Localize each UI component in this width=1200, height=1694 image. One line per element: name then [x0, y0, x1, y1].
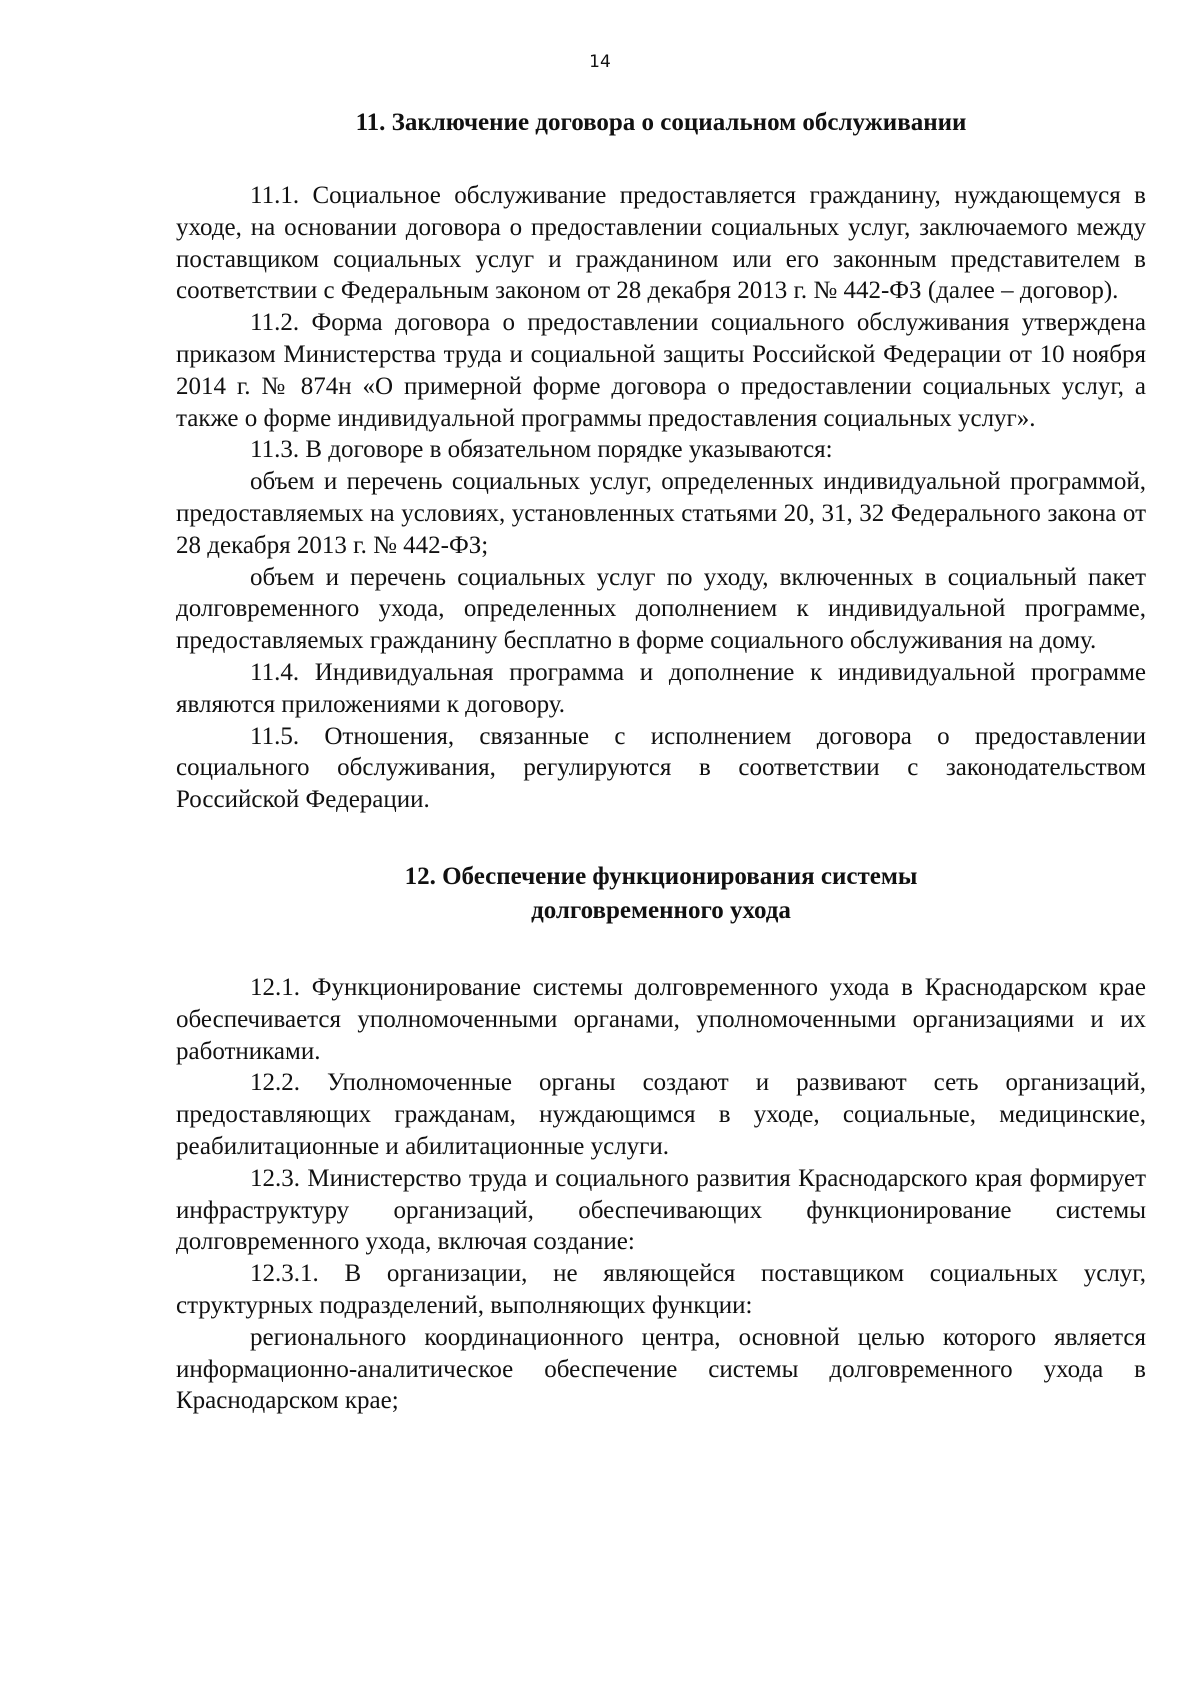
- paragraph-12-3: 12.3. Министерство труда и социального развития Краснодарского края формирует инфраструктуру организаций, обеспечивающих функционирование системы долговременного ухода, включая создание:: [176, 1164, 1146, 1256]
- paragraph-11-1: 11.1. Социальное обслуживание предоставляется гражданину, нуждающемуся в уходе, на основании договора о предоставлении социальных услуг, заключаемого между поставщиком социальных услуг и гражданином или его законным представителем в соответствии с Федеральным законом от 28 декабря 2013 г. № 442-ФЗ (далее – договор).: [176, 182, 1146, 305]
- paragraph-11-3: 11.3. В договоре в обязательном порядке указываются:: [250, 436, 833, 464]
- paragraph-12-1: 12.1. Функционирование системы долговременного ухода в Краснодарском крае обеспечивается уполномоченными органами, уполномоченными организациями и их работниками.: [176, 973, 1146, 1065]
- paragraph-12-3-1-item-1: регионального координационного центра, основной целью которого является информационно-аналитическое обеспечение системы долговременного ухода в Краснодарском крае;: [176, 1323, 1146, 1415]
- section-12-heading-line-2: долговременного ухода: [531, 896, 791, 924]
- page-number: 14: [589, 52, 611, 72]
- document-body: [176, 106, 1146, 1417]
- paragraph-11-4: 11.4. Индивидуальная программа и дополнение к индивидуальной программе являются приложениями к договору.: [176, 658, 1146, 718]
- section-12-heading: [176, 860, 1146, 928]
- paragraph-11-3-item-2: объем и перечень социальных услуг по уходу, включенных в социальный пакет долговременного ухода, определенных дополнением к индивидуальной программе, предоставляемых гражданину бесплатно в форме социального обслуживания на дому.: [176, 563, 1146, 655]
- paragraph-12-2: 12.2. Уполномоченные органы создают и развивают сеть организаций, предоставляющих гражданам, нуждающимся в уходе, социальные, медицинские, реабилитационные и абилитационные услуги.: [176, 1069, 1146, 1160]
- section-11-heading: 11. Заключение договора о социальном обслуживании: [355, 109, 967, 136]
- section-11: [176, 106, 1146, 816]
- section-12-heading-line-1: 12. Обеспечение функционирования системы: [404, 862, 918, 890]
- paragraph-11-5: 11.5. Отношения, связанные с исполнением договора о предоставлении социального обслуживания, регулируются в соответствии с законодательством Российской Федерации.: [176, 722, 1146, 814]
- section-12: [176, 860, 1146, 1417]
- paragraph-11-3-item-1: объем и перечень социальных услуг, определенных индивидуальной программой, предоставляемых на условиях, установленных статьями 20, 31, 32 Федерального закона от 28 декабря 2013 г. № 442-ФЗ;: [176, 468, 1146, 559]
- paragraph-11-2: 11.2. Форма договора о предоставлении социального обслуживания утверждена приказом Министерства труда и социальной защиты Российской Федерации от 10 ноября 2014 г. № 874н «О примерной форме договора о предоставлении социальных услуг, а также о форме индивидуальной программы предоставления социальных услуг».: [176, 309, 1146, 432]
- paragraph-12-3-1: 12.3.1. В организации, не являющейся поставщиком социальных услуг, структурных подразделений, выполняющих функции:: [176, 1260, 1146, 1319]
